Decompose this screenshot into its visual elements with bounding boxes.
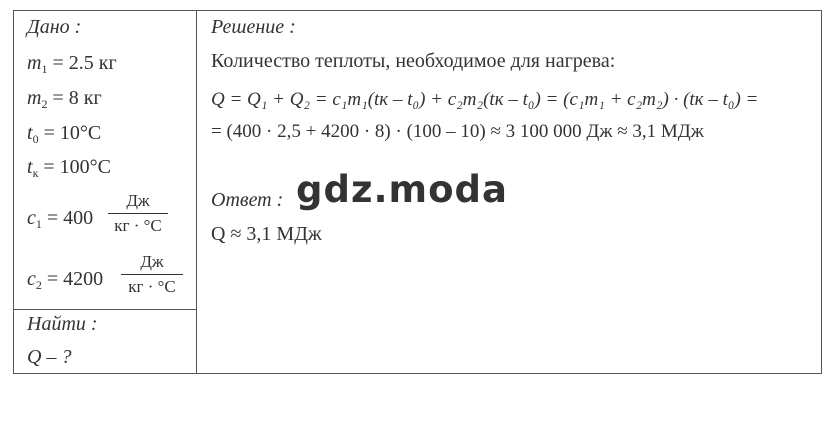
c2-unit-fraction: Дж кг · °C (121, 251, 183, 298)
solution-formula-2: = (400 · 2,5 + 4200 · 8) · (100 – 10) ≈ 3 100 000 Дж ≈ 3,1 МДж (211, 121, 704, 142)
answer-header: Ответ : (211, 189, 284, 211)
given-item: $m_2 = 8$ кг (27, 87, 102, 111)
watermark-logo: gdz.moda (296, 168, 508, 211)
solution-intro: Количество теплоты, необходимое для нагрева: (211, 50, 616, 72)
c1-unit-fraction: Дж кг · °C (108, 190, 168, 237)
find-header: Найти : (27, 313, 98, 335)
given-header: Дано : (27, 16, 82, 38)
given-find-divider (13, 309, 197, 310)
solution-formula-1: Q = Q₁ + Q₂ = c₁m₁(tк – t₀) + c₂m₂(tк – t₀) = (c₁m₁ + c₂m₂) · (tк – t₀) = (211, 89, 759, 110)
solution-header: Решение : (211, 16, 296, 38)
find-target: Q – ? (27, 346, 72, 368)
given-item: $t_к = 100^\circ C$ (27, 156, 112, 180)
given-c1: $c_1 = 400$ (27, 207, 94, 231)
given-item: $m_1 = 2.5$ кг (27, 52, 117, 76)
answer-value: Q ≈ 3,1 МДж (211, 223, 322, 245)
column-divider (196, 10, 197, 374)
given-item: $t_0 = 10^\circ C$ (27, 122, 102, 146)
given-c2: $c_2 = 4200$ (27, 268, 104, 292)
